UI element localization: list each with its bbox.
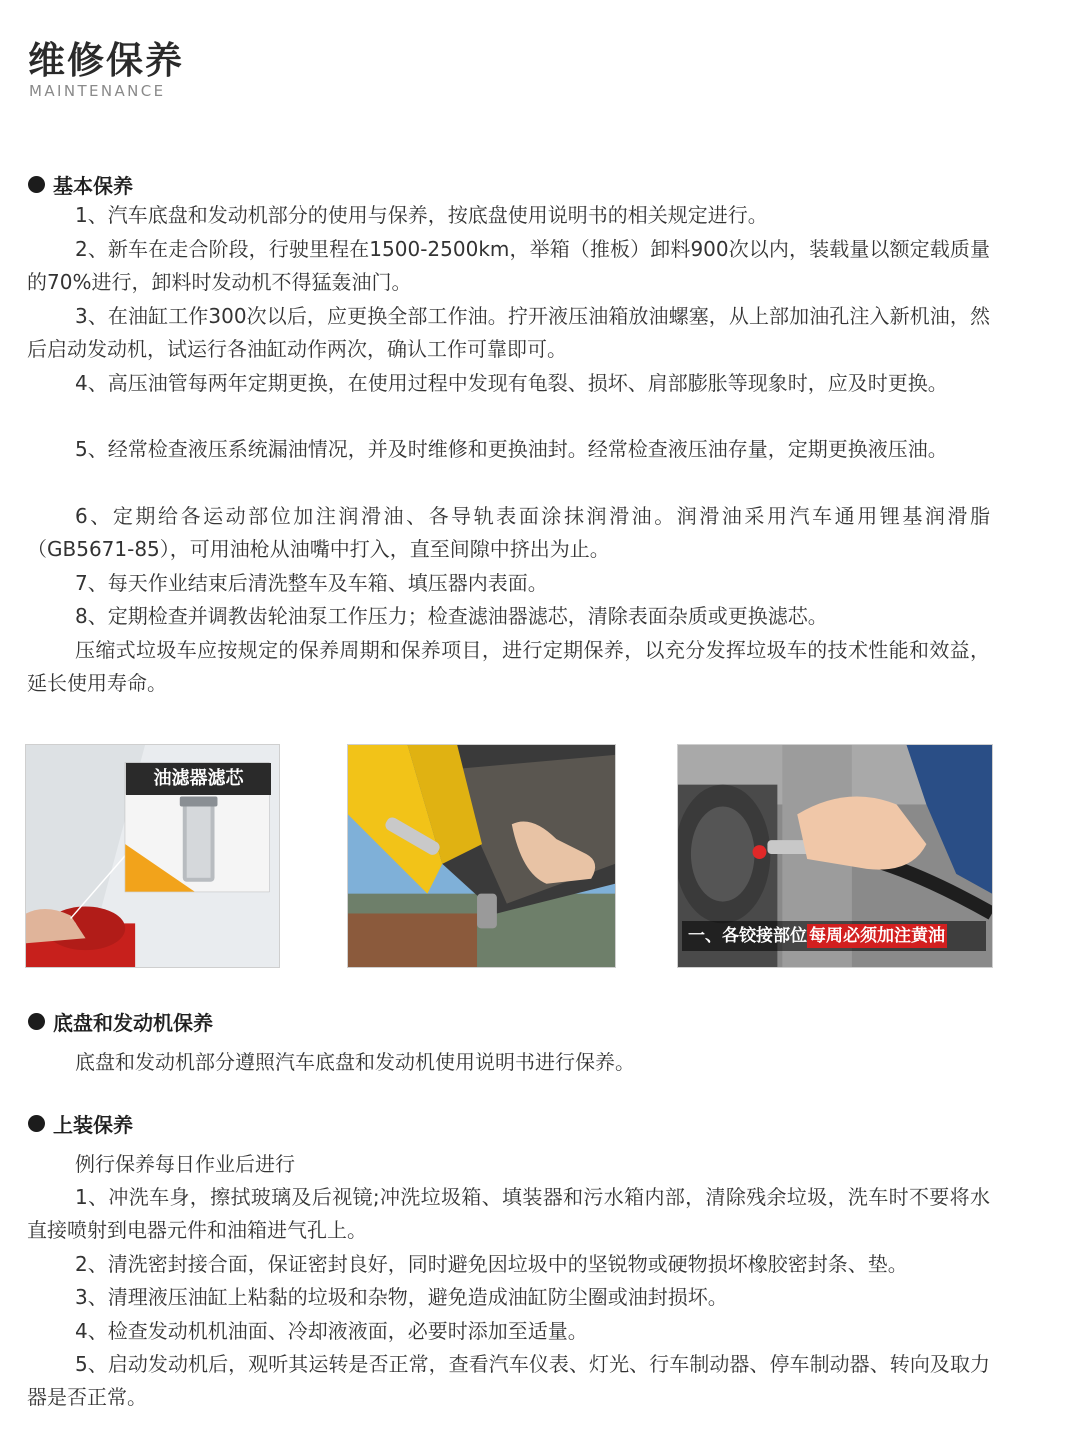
paragraph: 底盘和发动机部分遵照汽车底盘和发动机使用说明书进行保养。 [75,1050,635,1074]
photo-grease [677,744,993,968]
paragraph: 4、检查发动机机油面、冷却液液面，必要时添加至适量。 [75,1319,588,1343]
paragraph: 3、清理液压油缸上粘黏的垃圾和杂物，避免造成油缸防尘圈或油封损坏。 [75,1285,728,1309]
section-heading-text: 基本保养 [53,174,133,198]
paragraph: 5、经常检查液压系统漏油情况，并及时维修和更换油封。经常检查液压油存量，定期更换液压油。 [75,437,948,461]
bullet-icon [28,1115,45,1132]
photo-caption [682,921,986,951]
paragraph: 压缩式垃圾车应按规定的保养周期和保养项目，进行定期保养，以充分发挥垃圾车的技术性能和效益，延长使用寿命。 [27,638,990,696]
bullet-icon [28,1013,45,1030]
paragraph: 1、冲洗车身，擦拭玻璃及后视镜;冲洗垃圾箱、填装器和污水箱内部，清除残余垃圾，洗车时不要将水直接喷射到电器元件和油箱进气孔上。 [27,1185,990,1243]
paragraph: 2、清洗密封接合面，保证密封良好，同时避免因垃圾中的坚锐物或硬物损坏橡胶密封条、垫。 [75,1252,908,1276]
paragraph: 例行保养每日作业后进行 [75,1152,295,1176]
paragraph: 1、汽车底盘和发动机部分的使用与保养，按底盘使用说明书的相关规定进行。 [75,203,768,227]
page-title: 维修保养 [28,39,184,82]
section-heading-text: 底盘和发动机保养 [53,1011,213,1035]
paragraph: 5、启动发动机后，观听其运转是否正常，查看汽车仪表、灯光、行车制动器、停车制动器、转向及取力器是否正常。 [27,1352,990,1410]
photo-hopper [347,744,616,968]
paragraph: 7、每天作业结束后清洗整车及车箱、填压器内表面。 [75,571,548,595]
paragraph: 4、高压油管每两年定期更换，在使用过程中发现有龟裂、损坏、肩部膨胀等现象时，应及时更换。 [75,371,948,395]
paragraph: 3、在油缸工作300次以后，应更换全部工作油。拧开液压油箱放油螺塞，从上部加油孔注入新机油，然后启动发动机，试运行各油缸动作两次，确认工作可靠即可。 [27,304,990,362]
caption-prefix: 一、各铰接部位 [688,926,807,946]
section-heading-chassis [28,1007,213,1036]
paragraph: 8、定期检查并调教齿轮油泵工作压力；检查滤油器滤芯，清除表面杂质或更换滤芯。 [75,604,828,628]
paragraph: 6、定期给各运动部位加注润滑油、各导轨表面涂抹润滑油。润滑油采用汽车通用锂基润滑脂（GB5671-85），可用油枪从油嘴中打入，直至间隙中挤出为止。 [27,504,990,562]
section-heading-basic [28,170,133,199]
caption-highlight: 每周必须加注黄油 [809,926,945,946]
bullet-icon [28,176,45,193]
photo-oil-filter [25,744,280,968]
photo-label: 油滤器滤芯 [126,763,271,795]
paragraph: 2、新车在走合阶段，行驶里程在1500-2500km，举箱（推板）卸料900次以内，装载量以额定载质量的70%进行，卸料时发动机不得猛轰油门。 [27,237,990,295]
section-heading-upper [28,1109,133,1138]
section-heading-text: 上装保养 [53,1113,133,1137]
hopper-icon [348,745,615,967]
page-subtitle: MAINTENANCE [29,82,166,100]
